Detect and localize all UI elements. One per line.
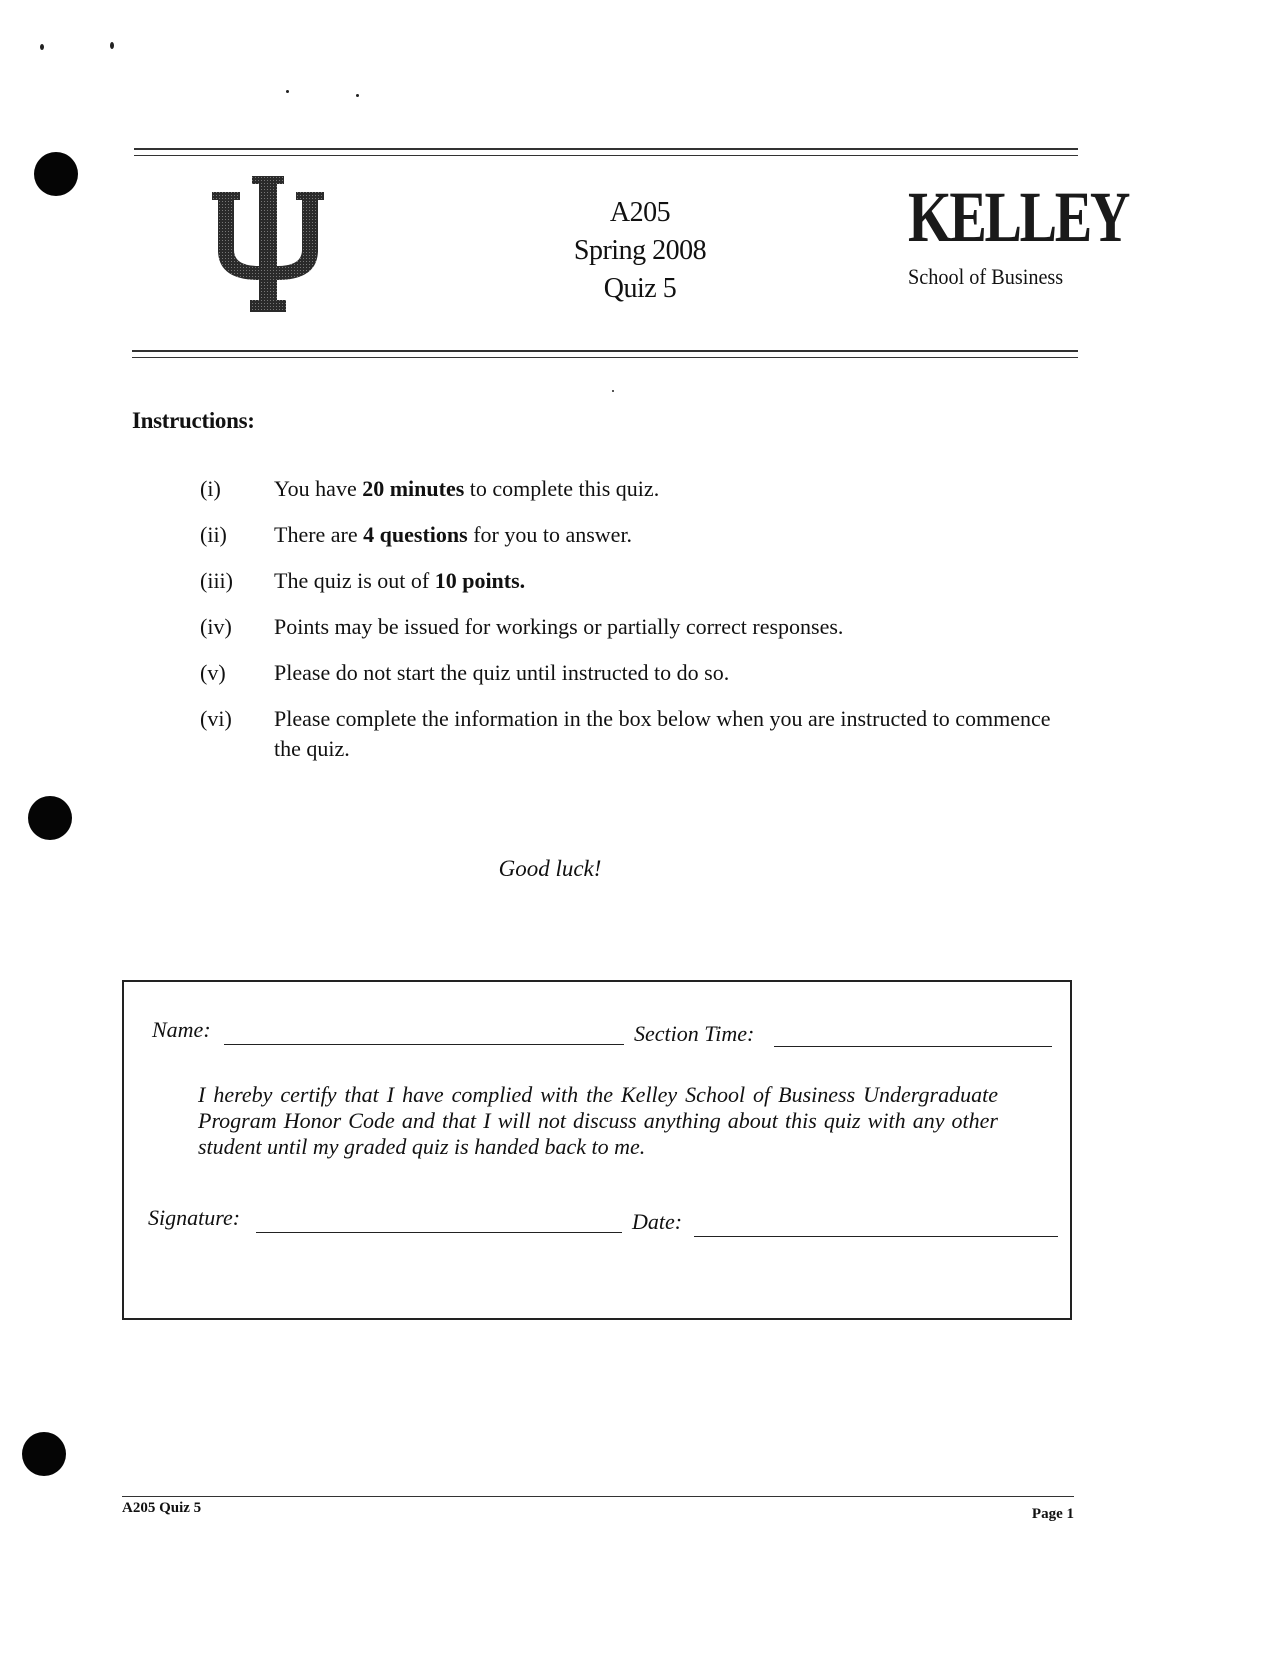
instructions-heading: Instructions:	[132, 408, 255, 433]
punch-hole	[28, 796, 72, 840]
course-code: A205	[609, 197, 671, 228]
scan-speck	[356, 94, 359, 97]
date-label: Date:	[632, 1209, 683, 1234]
iu-trident-icon	[212, 176, 324, 318]
instruction-number: (iii)	[200, 568, 233, 593]
honor-code-certification: I hereby certify that I have complied with the Kelley School of Business Undergraduate Program Honor Code and that I will not discuss anything about this quiz with any other student until my graded quiz is handed back to me.	[198, 1082, 998, 1159]
instruction-number: (iv)	[200, 614, 232, 639]
quiz-title-block	[520, 194, 760, 308]
kelley-logo-subtitle: School of Business	[908, 264, 1064, 289]
good-luck-text: Good luck!	[498, 856, 602, 881]
header-top-rule-thin	[134, 155, 1078, 156]
quiz-number: Quiz 5	[603, 273, 677, 304]
kelley-logo-word: KELLEY	[908, 177, 1129, 257]
scan-speck	[612, 390, 614, 392]
instruction-number: (i)	[200, 476, 221, 501]
name-field[interactable]	[224, 1044, 624, 1045]
date-field[interactable]	[694, 1236, 1058, 1237]
footer-page-number: Page 1	[1031, 1506, 1074, 1522]
header-top-rule	[134, 148, 1078, 150]
header-bottom-rule-thin	[132, 357, 1078, 358]
iu-logo	[212, 176, 324, 318]
footer-quiz-label: A205 Quiz 5	[122, 1500, 202, 1516]
header-bottom-rule	[132, 350, 1078, 352]
term: Spring 2008	[573, 235, 707, 266]
section-time-label: Section Time:	[634, 1021, 755, 1046]
name-label: Name:	[152, 1017, 211, 1042]
footer-rule	[122, 1496, 1074, 1497]
scan-speck	[286, 90, 289, 93]
punch-hole	[34, 152, 78, 196]
instruction-number: (ii)	[200, 522, 227, 547]
scan-speck	[40, 44, 44, 50]
student-info-box	[122, 980, 1072, 1320]
signature-label: Signature:	[148, 1205, 241, 1230]
section-time-field[interactable]	[774, 1046, 1052, 1047]
scan-speck	[110, 42, 114, 49]
instruction-number: (v)	[200, 660, 226, 685]
signature-field[interactable]	[256, 1232, 622, 1233]
instruction-number: (vi)	[200, 706, 232, 731]
punch-hole	[22, 1432, 66, 1476]
